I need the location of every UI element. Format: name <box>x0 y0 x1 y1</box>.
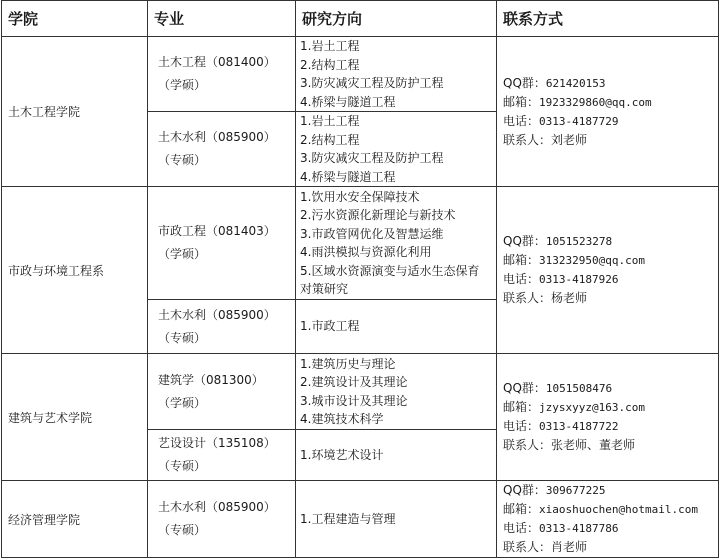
direction-item: 4.桥梁与隧道工程 <box>300 94 396 109</box>
direction-item: 1.市政工程 <box>300 319 360 334</box>
major-cell <box>148 187 296 300</box>
major-type: （专硕） <box>158 523 207 537</box>
major-cell <box>148 300 296 354</box>
email-value: jzysxyyz@163.com <box>539 401 645 414</box>
major-cell <box>148 481 296 558</box>
direction-item: 1.建筑历史与理论 <box>300 356 396 371</box>
direction-item: 3.防灾减灾工程及防护工程 <box>300 151 444 165</box>
email-value: 313232950@qq.com <box>539 254 645 267</box>
qq-label: QQ群： <box>503 234 546 248</box>
major-type: （专硕） <box>158 153 207 167</box>
direction-item: 1.岩土工程 <box>300 39 360 53</box>
person-value: 杨老师 <box>551 291 588 305</box>
direction-cell <box>296 430 497 481</box>
contact-cell <box>497 37 719 187</box>
direction-cell <box>296 187 497 300</box>
table-row <box>2 354 719 430</box>
direction-cell <box>296 112 497 187</box>
qq-label: QQ群： <box>503 75 546 90</box>
contact-cell <box>497 481 719 558</box>
direction-item: 3.市政管网优化及智慧运维 <box>300 226 444 241</box>
person-value: 肖老师 <box>551 540 588 554</box>
major-cell <box>148 354 296 430</box>
email-label: 邮箱： <box>503 502 540 516</box>
qq-value: 309677225 <box>545 484 606 497</box>
direction-cell <box>296 300 497 354</box>
phone-value: 0313-4187729 <box>539 114 619 128</box>
major-cell <box>148 112 296 187</box>
email-label: 邮箱： <box>503 94 540 109</box>
direction-cell <box>296 37 497 112</box>
direction-item: 1.岩土工程 <box>300 114 360 128</box>
major-name: 艺设设计（135108） <box>158 436 276 450</box>
direction-cell <box>296 481 497 558</box>
direction-item: 对策研究 <box>300 282 349 296</box>
person-value: 刘老师 <box>551 132 588 147</box>
person-label: 联系人： <box>503 438 552 452</box>
phone-label: 电话： <box>503 113 540 128</box>
phone-label: 电话： <box>503 272 540 286</box>
graduate-programs-table <box>1 0 719 558</box>
direction-item: 4.桥梁与隧道工程 <box>300 169 396 184</box>
person-label: 联系人： <box>503 540 552 554</box>
direction-item: 2.污水资源化新理论与新技术 <box>300 208 456 222</box>
major-type: （学硕） <box>158 247 207 261</box>
person-label: 联系人： <box>503 291 552 305</box>
phone-label: 电话： <box>503 521 540 535</box>
header-college: 学院 <box>2 1 148 37</box>
phone-value: 0313-4187722 <box>539 420 619 433</box>
major-cell <box>148 430 296 481</box>
header-row <box>2 1 719 37</box>
email-label: 邮箱： <box>503 400 540 414</box>
phone-label: 电话： <box>503 419 540 433</box>
direction-item: 3.防灾减灾工程及防护工程 <box>300 76 444 90</box>
qq-value: 1051508476 <box>545 382 613 395</box>
qq-value: 621420153 <box>545 76 606 90</box>
qq-value: 1051523278 <box>545 235 613 248</box>
major-type: （学硕） <box>158 78 207 92</box>
email-value: 1923329860@qq.com <box>539 95 652 109</box>
table-row <box>2 37 719 112</box>
qq-label: QQ群： <box>503 381 546 395</box>
phone-value: 0313-4187926 <box>539 273 619 286</box>
major-name: 建筑学（081300） <box>158 372 264 387</box>
table-row <box>2 187 719 300</box>
table-row <box>2 481 719 558</box>
major-type: （专硕） <box>158 459 207 473</box>
college-cell: 经济管理学院 <box>2 481 148 558</box>
direction-item: 5.区域水资源演变与适水生态保育 <box>300 263 480 278</box>
header-major: 专业 <box>148 1 296 37</box>
direction-item: 1.工程建造与管理 <box>300 511 396 526</box>
major-name: 土木水利（085900） <box>158 500 276 514</box>
major-cell <box>148 37 296 112</box>
person-label: 联系人： <box>503 132 552 147</box>
direction-item: 1.饮用水安全保障技术 <box>300 189 420 204</box>
direction-cell <box>296 354 497 430</box>
qq-label: QQ群： <box>503 483 546 497</box>
direction-item: 1.环境艺术设计 <box>300 447 384 462</box>
college-cell: 建筑与艺术学院 <box>2 354 148 481</box>
header-contact: 联系方式 <box>497 1 719 37</box>
header-direction: 研究方向 <box>296 1 497 37</box>
direction-item: 3.城市设计及其理论 <box>300 393 408 408</box>
email-label: 邮箱： <box>503 253 540 267</box>
direction-item: 4.雨洪模拟与资源化利用 <box>300 245 432 259</box>
direction-item: 4.建筑技术科学 <box>300 412 384 426</box>
direction-item: 2.结构工程 <box>300 132 360 147</box>
college-cell: 土木工程学院 <box>2 37 148 187</box>
major-name: 市政工程（081403） <box>158 224 276 238</box>
contact-cell <box>497 354 719 481</box>
major-type: （专硕） <box>158 330 207 345</box>
major-name: 土木水利（085900） <box>158 307 276 322</box>
contact-cell <box>497 187 719 354</box>
direction-item: 2.建筑设计及其理论 <box>300 375 408 389</box>
major-name: 土木工程（081400） <box>158 55 276 69</box>
major-type: （学硕） <box>158 395 207 410</box>
college-cell: 市政与环境工程系 <box>2 187 148 354</box>
major-name: 土木水利（085900） <box>158 130 276 144</box>
email-value: xiaoshuochen@hotmail.com <box>539 503 698 516</box>
direction-item: 2.结构工程 <box>300 57 360 72</box>
person-value: 张老师、董老师 <box>551 438 636 452</box>
phone-value: 0313-4187786 <box>539 522 619 535</box>
